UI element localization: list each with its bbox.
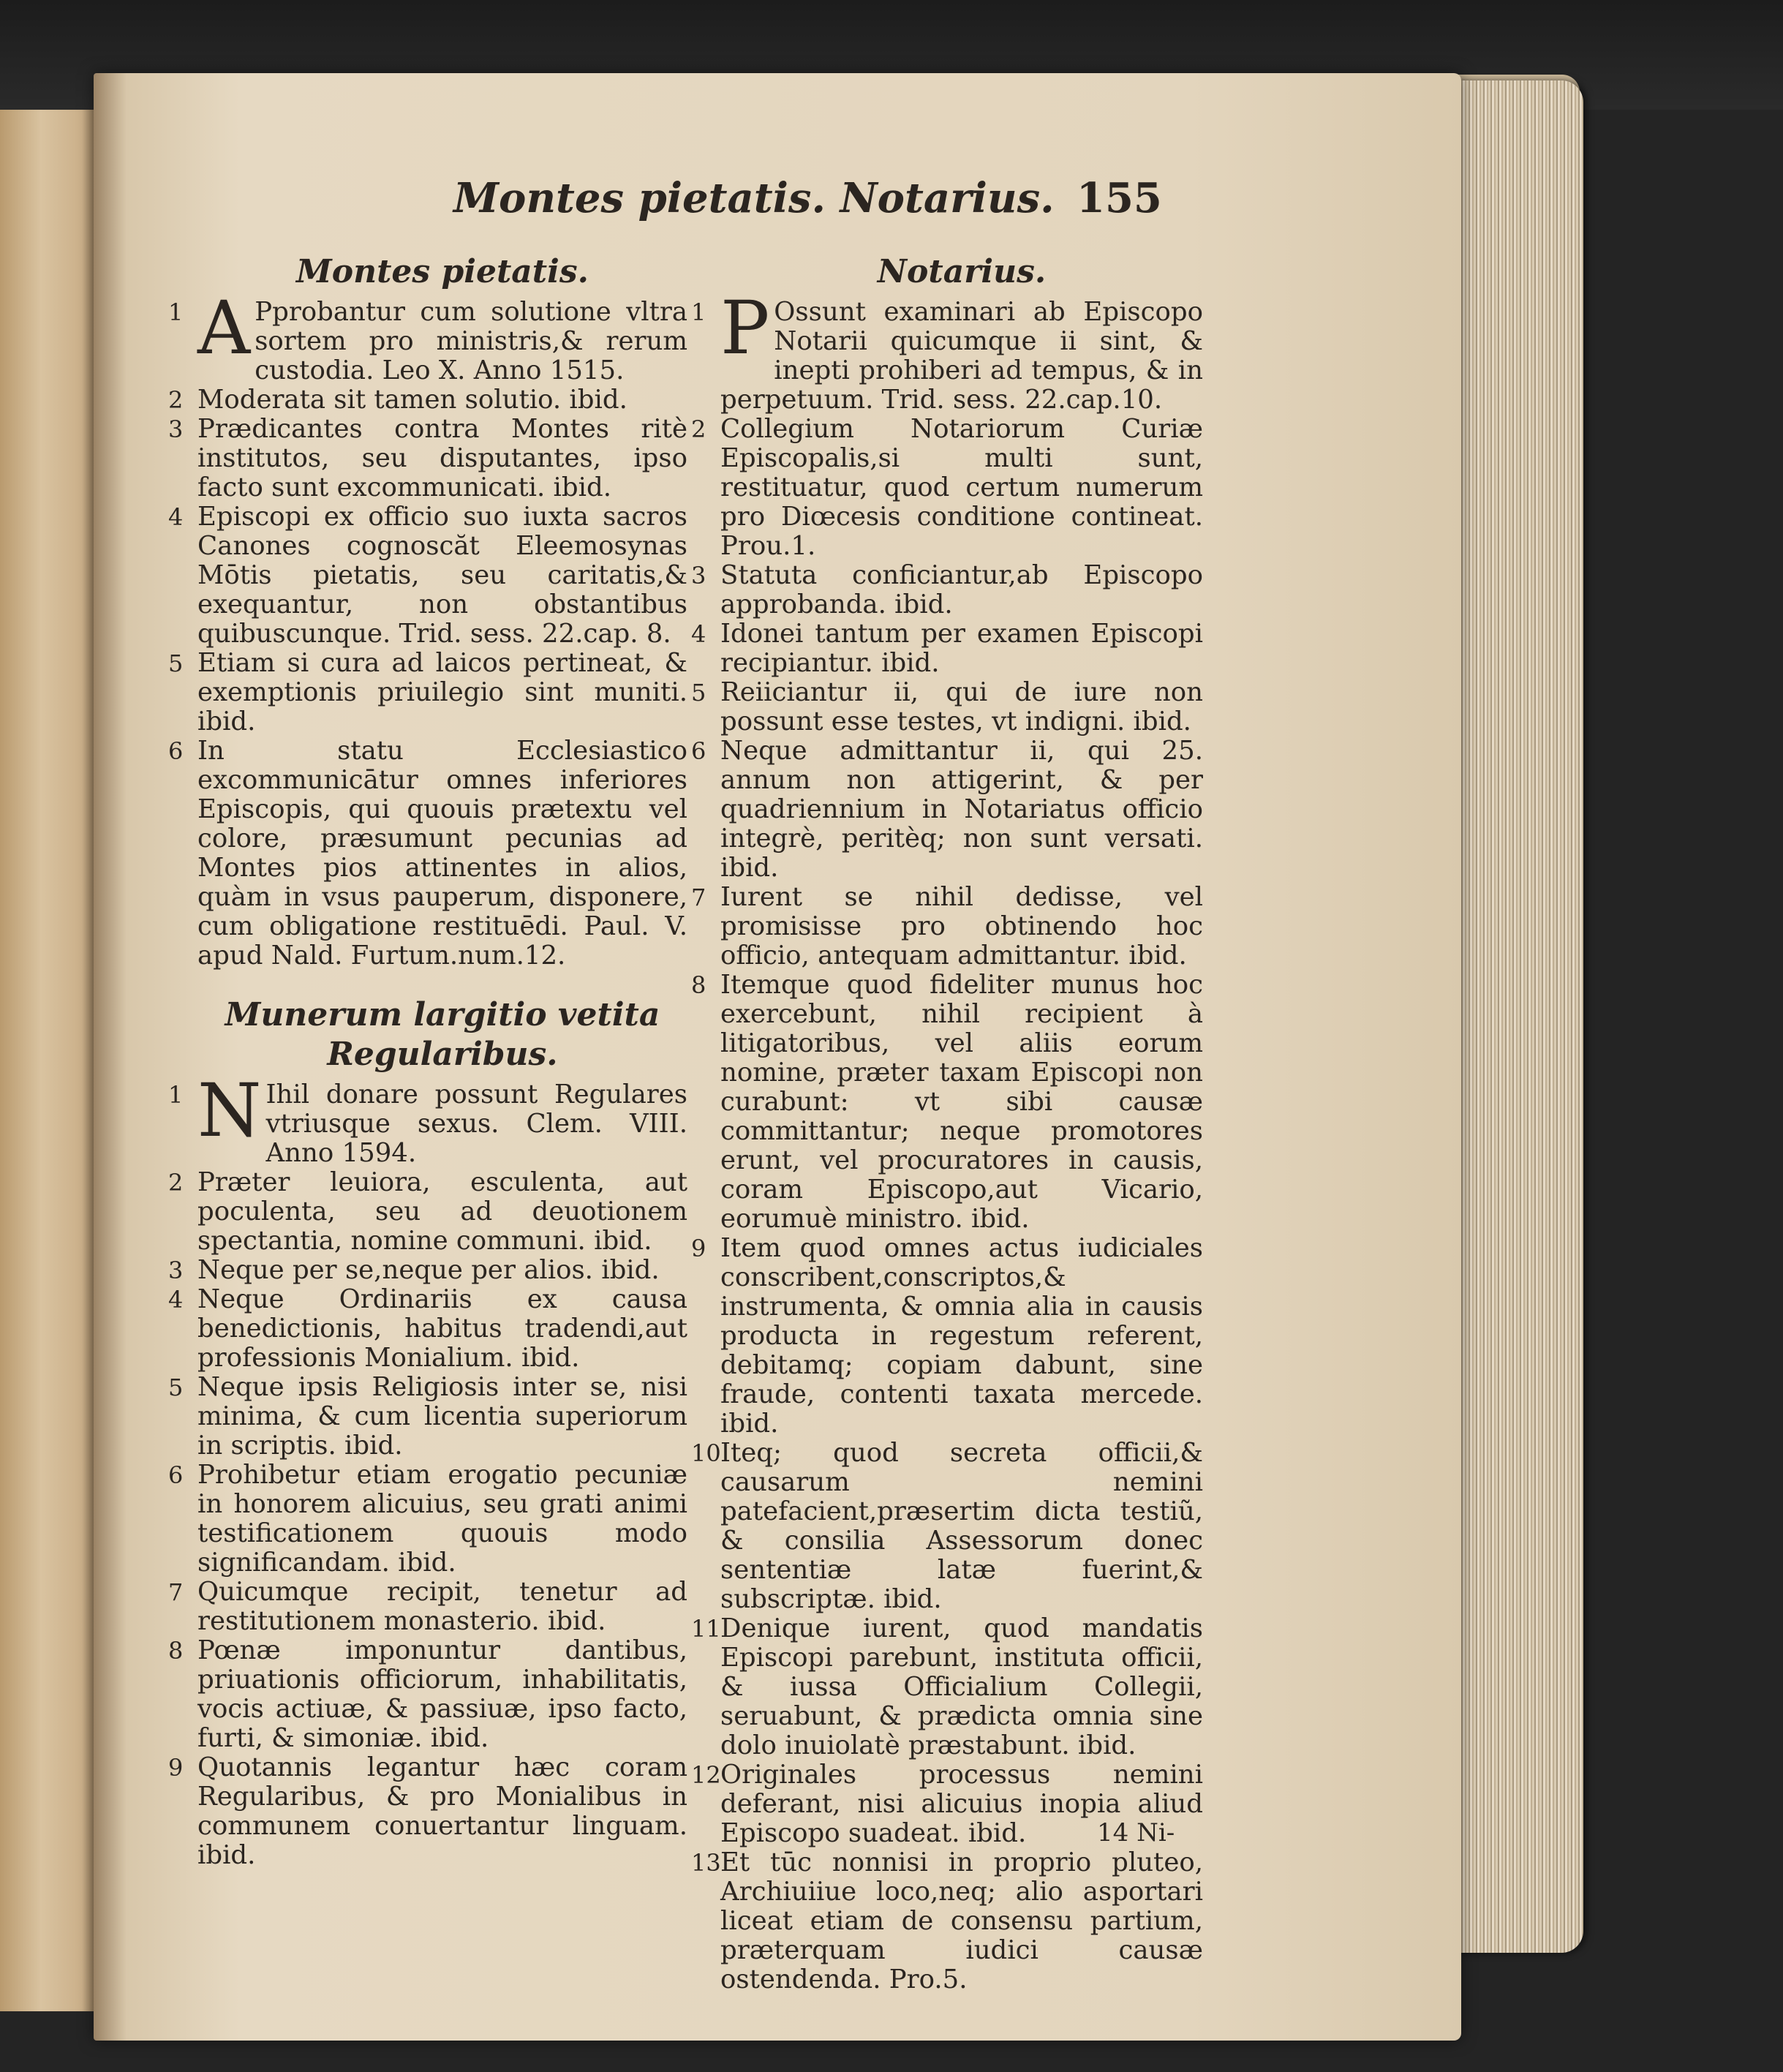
section-title: Munerum largitio vetita Regularibus. [225,996,660,1073]
entry-text: Itemque quod fideliter munus hoc exercebunt, nihil recipient à litigatoribus, vel aliis eorum nomine, præter taxam Episcopi non curabunt: vt sibi causæ committantur; neque promotores erunt, vel procuratores in causis, coram Episcopo,aut Vicario, eorumuè ministro. ibid. [720,970,1203,1234]
section-title: Notarius. [877,253,1047,290]
entry [168,414,687,502]
entry [168,1372,687,1461]
entry [691,1233,1203,1439]
entry-text: Prædicantes contra Montes ritè institutos, seu disputantes, ipso facto sunt excommunicati. ibid. [197,414,687,502]
entry [691,1613,1203,1760]
entry-text: Iurent se nihil dedisse, vel promisisse pro obtinendo hoc officio, antequam admittantur. ibid. [720,882,1203,971]
entry-number: 1 [168,298,184,326]
entry-number: 9 [168,1754,184,1782]
entry [168,1635,687,1753]
entry-text: Ossunt examinari ab Episcopo Notarii quicumque ii sint, & inepti prohiberi ad tempus, & in perpetuum. Trid. sess. 22.cap.10. [720,297,1203,415]
entry-text: Originales processus nemini deferant, nisi alicuius inopia aliud Episcopo suadeat. ibid. [720,1760,1203,1848]
entry-text: Neque per se,neque per alios. ibid. [197,1255,660,1285]
entry [168,1284,687,1373]
entry [691,970,1203,1234]
entry-text: Prohibetur etiam erogatio pecuniæ in honorem alicuius, seu grati animi testificationem quouis modo significandam. ibid. [197,1460,687,1578]
entry [168,1752,687,1870]
entry [168,385,687,415]
drop-cap: P [720,285,770,371]
entry-number: 10 [691,1439,721,1467]
entry-number: 1 [691,298,706,326]
entry [168,648,687,736]
entry-text: Neque Ordinariis ex causa benedictionis, habitus tradendi,aut professionis Monialium. ibid. [197,1284,687,1373]
entry-number: 12 [691,1761,721,1789]
entry-text: Collegium Notariorum Curiæ Episcopalis,si multi sunt, restituatur, quod certum numerum pro Diœcesis conditione contineat. Prou.1. [720,414,1203,561]
entry-number: 7 [691,884,706,911]
entry-number: 1 [168,1081,184,1109]
entry-text: Neque admittantur ii, qui 25. annum non attigerint, & per quadriennium in Notariatus officio integrè, peritèq; non sunt versati. ibid. [720,736,1203,883]
entry [168,502,687,649]
drop-cap: A [197,285,251,371]
entry-number: 4 [168,503,184,531]
entry [168,736,687,971]
entry-number: 8 [691,971,706,999]
left-column [168,252,687,1870]
entry [691,619,1203,678]
right-column [691,252,1203,1994]
entry-text: Denique iurent, quod mandatis Episcopi parebunt, instituta officii, & iussa Officialium Collegii, seruabunt, & prædicta omnia sine dolo inuiolatè præstabunt. ibid. [720,1613,1203,1760]
entry-text: Moderata sit tamen solutio. ibid. [197,385,627,415]
entry-number: 11 [691,1615,721,1643]
entry-number: 2 [168,1169,184,1197]
entry-number: 6 [691,737,706,765]
entry-number: 7 [168,1578,184,1606]
entry-text: Neque ipsis Religiosis inter se, nisi minima, & cum licentia superiorum in scriptis. ibid. [197,1372,687,1461]
entry-text: Pprobantur cum solutione vltra sortem pro ministris,& rerum custodia. Leo X. Anno 1515. [255,297,687,385]
entry [691,736,1203,883]
entry-number: 3 [168,1257,184,1284]
entry-number: 5 [691,679,706,707]
section-spacer [197,971,687,995]
entry-number: 3 [691,562,706,589]
entry [691,414,1203,561]
running-header: Montes pietatis. Notarius. [453,174,1055,222]
entry-text: Iteq; quod secreta officii,& causarum nemini patefacient,præsertim dicta testiũ, & consilia Assessorum donec sententiæ latæ fuerint,& subscriptæ. ibid. [720,1438,1203,1614]
entry-number: 2 [168,386,184,414]
entry-number: 4 [691,620,706,648]
entry-text: Episcopi ex officio suo iuxta sacros Canones cognoscăt Eleemosynas Mōtis pietatis, seu caritatis,& exequantur, non obstantibus quibuscunque. Trid. sess. 22.cap. 8. [197,502,687,649]
entry [168,1577,687,1636]
entry-number: 13 [691,1849,721,1877]
entry-number: 6 [168,737,184,765]
entry [168,1068,687,1168]
catchword: 14 Ni- [1097,1818,1175,1847]
entry-text: Item quod omnes actus iudiciales conscribent,conscriptos,& instrumenta, & omnia alia in causis producta in regestum referent, debitamq; copiam dabunt, sine fraude, contenti taxata mercede. ibid. [720,1233,1203,1439]
entry-text: Ihil donare possunt Regulares vtriusque sexus. Clem. VIII. Anno 1594. [265,1080,687,1168]
entry-number: 9 [691,1235,706,1262]
entry-text: Pœnæ imponuntur dantibus, priuationis officiorum, inhabilitatis, vocis actiuæ, & passiuæ, ipso facto, furti, & simoniæ. ibid. [197,1635,687,1753]
entry [168,1460,687,1578]
page-number: 155 [1077,174,1162,222]
entry-number: 8 [168,1637,184,1665]
entry [691,285,1203,415]
entry-text: Statuta conficiantur,ab Episcopo approbanda. ibid. [720,560,1203,619]
entry-number: 5 [168,649,184,677]
entry [168,1255,687,1285]
entry-text: Idonei tantum per examen Episcopi recipiantur. ibid. [720,619,1203,678]
entry-text: Etiam si cura ad laicos pertineat, & exemptionis priuilegio sint muniti. ibid. [197,648,687,736]
entry-text: Quotannis legantur hæc coram Regularibus, & pro Monialibus in communem conuertantur linguam. ibid. [197,1752,687,1870]
entry [168,1167,687,1256]
entry-text: Reiiciantur ii, qui de iure non possunt esse testes, vt indigni. ibid. [720,677,1203,736]
entry [691,677,1203,736]
entry-number: 3 [168,415,184,443]
section-title: Montes pietatis. [296,253,589,290]
entry [691,1438,1203,1614]
entry-number: 5 [168,1374,184,1401]
entry-text: In statu Ecclesiastico excommunicātur omnes inferiores Episcopis, qui quouis prætextu vel colore, præsumunt pecunias ad Montes pios attinentes in alios, quàm in vsus pauperum, disponere, cum obligatione restituēdi. Paul. V. apud Nald. Furtum.num.12. [197,736,687,971]
entry [168,285,687,385]
drop-cap: N [197,1068,262,1153]
entry-number: 4 [168,1286,184,1314]
entry-number: 2 [691,415,706,443]
entry [691,560,1203,619]
entry-text: Præter leuiora, esculenta, aut poculenta, seu ad deuotionem spectantia, nomine communi. ibid. [197,1167,687,1256]
entry [691,1847,1203,1994]
entry-text: Quicumque recipit, tenetur ad restitutionem monasterio. ibid. [197,1577,687,1636]
entry-number: 6 [168,1461,184,1489]
entry-text: Et tūc nonnisi in proprio pluteo, Archiuiiue loco,neq; alio asportari liceat etiam de consensu partium, præterquam iudici causæ ostendenda. Pro.5. [720,1847,1203,1994]
entry [691,882,1203,971]
